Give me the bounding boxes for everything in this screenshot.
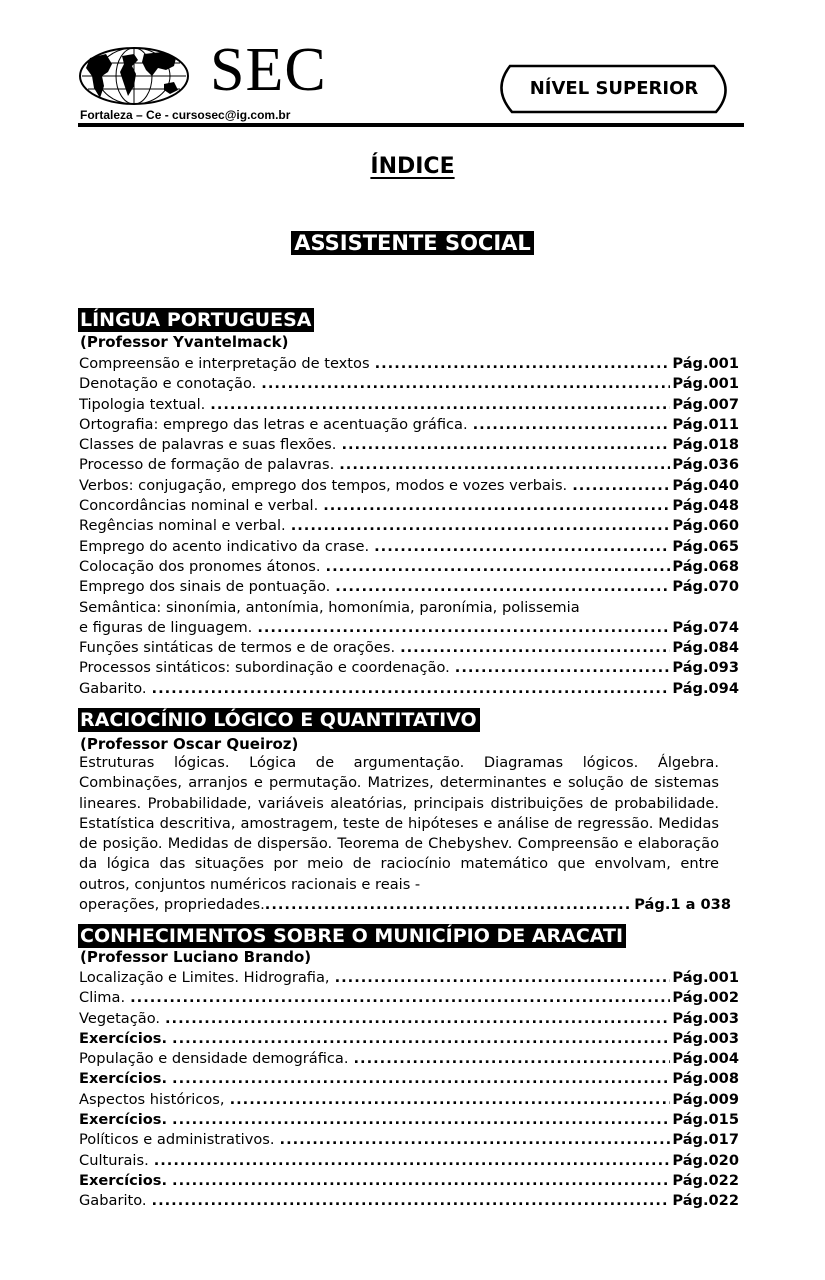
- list-item: [79, 679, 739, 699]
- leader-dots: [335, 968, 671, 988]
- item-label: Emprego do acento indicativo da crase.: [79, 537, 370, 555]
- list-item: [79, 638, 739, 658]
- item-label: Semântica: sinonímia, antonímia, homonímia, paronímia, polissemia: [79, 598, 580, 616]
- list-item: [79, 1069, 739, 1089]
- list-item: [79, 988, 739, 1008]
- course-title: [0, 228, 825, 258]
- item-page: Pág.040: [672, 476, 739, 494]
- toc-list-aracati: [79, 968, 739, 1212]
- item-label: Classes de palavras e suas flexões.: [79, 436, 337, 454]
- leader-dots: [261, 374, 670, 394]
- list-item: [79, 496, 739, 516]
- item-page: Pág.015: [672, 1111, 739, 1129]
- leader-dots: [455, 658, 671, 678]
- item-page: Pág.001: [672, 375, 739, 393]
- list-item: [79, 658, 739, 678]
- leader-dots: [323, 496, 670, 516]
- item-label: Gabarito.: [79, 679, 147, 697]
- item-page: Pág.004: [672, 1050, 739, 1068]
- item-label: e figuras de linguagem.: [79, 618, 253, 636]
- item-label: Exercícios.: [79, 1029, 168, 1047]
- item-page: Pág.036: [672, 456, 739, 474]
- leader-dots: [354, 1049, 671, 1069]
- item-label: Vegetação.: [79, 1009, 161, 1027]
- list-item: [79, 1090, 739, 1110]
- item-page: Pág.009: [672, 1090, 739, 1108]
- leader-dots: [130, 988, 670, 1008]
- item-label: Verbos: conjugação, emprego dos tempos, modos e vozes verbais.: [79, 476, 568, 494]
- professor-aracati: (Professor Luciano Brando): [80, 948, 312, 966]
- item-page: Pág.001: [672, 355, 739, 372]
- leader-dots: [265, 895, 632, 915]
- item-page: Pág.003: [672, 1009, 739, 1027]
- leader-dots: [572, 476, 670, 496]
- leader-dots: [400, 638, 670, 658]
- index-title-text: ÍNDICE: [370, 154, 455, 179]
- leader-dots: [172, 1029, 670, 1049]
- leader-dots: [335, 577, 670, 597]
- item-label: Aspectos históricos,: [79, 1090, 225, 1108]
- item-label: Culturais.: [79, 1151, 149, 1169]
- professor-portuguese: (Professor Yvantelmack): [80, 333, 289, 351]
- leader-dots: [172, 1110, 670, 1130]
- item-page: Pág.1 a 038: [634, 896, 731, 914]
- item-label: Regências nominal e verbal.: [79, 517, 286, 535]
- item-label: Emprego dos sinais de pontuação.: [79, 578, 331, 596]
- list-item: [79, 1110, 739, 1130]
- page-header: [78, 38, 743, 130]
- item-label: Processos sintáticos: subordinação e coordenação.: [79, 659, 450, 677]
- list-item: [79, 354, 739, 374]
- list-item: [79, 1009, 739, 1029]
- item-page: Pág.002: [672, 989, 739, 1007]
- item-page: Pág.093: [672, 659, 739, 677]
- item-page: Pág.022: [672, 1192, 739, 1210]
- leader-dots: [154, 1151, 671, 1171]
- item-label: Clima.: [79, 989, 126, 1007]
- list-item: [79, 968, 739, 988]
- list-item: [79, 455, 739, 475]
- list-item: [79, 598, 739, 618]
- leader-dots: [230, 1090, 671, 1110]
- globe-logo-icon: [78, 46, 190, 106]
- course-title-text: ASSISTENTE SOCIAL: [291, 231, 534, 255]
- logic-description: [79, 753, 731, 915]
- list-item: [79, 577, 739, 597]
- item-label: operações, propriedades.: [79, 896, 265, 914]
- leader-dots: [473, 415, 671, 435]
- list-item: [79, 516, 739, 536]
- level-badge: [490, 60, 738, 118]
- item-page: Pág.003: [672, 1029, 739, 1047]
- item-page: Pág.070: [672, 578, 739, 596]
- item-page: Pág.007: [672, 395, 739, 413]
- list-item: [79, 1171, 739, 1191]
- list-item: [79, 1029, 739, 1049]
- logic-body-text: Estruturas lógicas. Lógica de argumentação. Diagramas lógicos. Álgebra. Combinações, arranjos e permutação. Matrizes, determinantes e solução de sistemas lineares. Probabilidade, variáveis aleatórias, principais distribuições de probabilidade. Estatística descritiva, amostragem, teste de hipóteses e análise de regressão. Medidas de posição. Medidas de dispersão. Teorema de Chebyshev. Compreensão e elaboração da lógica das situações por meio de raciocínio matemático que envolvam, entre outros, conjuntos numéricos racionais e reais -: [79, 754, 719, 893]
- leader-dots: [375, 354, 671, 374]
- item-label: Exercícios.: [79, 1171, 168, 1189]
- professor-logic: (Professor Oscar Queiroz): [80, 735, 299, 753]
- list-item: [79, 476, 739, 496]
- item-page: Pág.060: [672, 517, 739, 535]
- header-divider: [78, 123, 744, 127]
- item-page: Pág.018: [672, 436, 739, 454]
- item-label: Colocação dos pronomes átonos.: [79, 557, 321, 575]
- contact-info: Fortaleza – Ce - cursosec@ig.com.br: [80, 108, 291, 122]
- leader-dots: [152, 679, 671, 699]
- list-item: [79, 374, 739, 394]
- section-heading-aracati: CONHECIMENTOS SOBRE O MUNICÍPIO DE ARACATI: [78, 924, 626, 948]
- list-item: [79, 395, 739, 415]
- item-page: Pág.065: [672, 537, 739, 555]
- item-label: Exercícios.: [79, 1111, 168, 1129]
- item-label: Funções sintáticas de termos e de orações.: [79, 639, 396, 657]
- toc-list-portuguese: [79, 354, 739, 699]
- item-label: Processo de formação de palavras.: [79, 456, 335, 474]
- leader-dots: [339, 455, 670, 475]
- leader-dots: [172, 1171, 670, 1191]
- index-title: [0, 154, 825, 179]
- item-label: Denotação e conotação.: [79, 375, 257, 393]
- item-label: Compreensão e interpretação de textos: [79, 355, 370, 372]
- list-item: [79, 415, 739, 435]
- item-page: Pág.074: [672, 618, 739, 636]
- item-label: Ortografia: emprego das letras e acentuação gráfica.: [79, 415, 468, 433]
- leader-dots: [152, 1191, 671, 1211]
- leader-dots: [172, 1069, 670, 1089]
- item-page: Pág.068: [672, 557, 739, 575]
- item-page: Pág.048: [672, 497, 739, 515]
- item-page: Pág.011: [672, 415, 739, 433]
- list-item: [79, 1191, 739, 1211]
- item-page: Pág.008: [672, 1070, 739, 1088]
- item-page: Pág.084: [672, 639, 739, 657]
- brand-name: SEC: [210, 36, 327, 104]
- section-heading-logic: RACIOCÍNIO LÓGICO E QUANTITATIVO: [78, 708, 480, 732]
- item-page: Pág.020: [672, 1151, 739, 1169]
- list-item: [79, 895, 731, 915]
- leader-dots: [374, 537, 670, 557]
- leader-dots: [341, 435, 670, 455]
- item-label: População e densidade demográfica.: [79, 1050, 349, 1068]
- leader-dots: [291, 516, 671, 536]
- level-label: NÍVEL SUPERIOR: [529, 78, 699, 99]
- leader-dots: [210, 395, 670, 415]
- leader-dots: [280, 1130, 671, 1150]
- item-label: Exercícios.: [79, 1070, 168, 1088]
- leader-dots: [326, 557, 671, 577]
- item-page: Pág.022: [672, 1171, 739, 1189]
- item-page: Pág.094: [672, 679, 739, 697]
- item-label: Localização e Limites. Hidrografia,: [79, 969, 330, 986]
- list-item: [79, 1151, 739, 1171]
- list-item: [79, 537, 739, 557]
- item-page: Pág.017: [672, 1131, 739, 1149]
- section-heading-portuguese: LÍNGUA PORTUGUESA: [78, 308, 314, 332]
- list-item: [79, 1049, 739, 1069]
- list-item: [79, 618, 739, 638]
- item-label: Políticos e administrativos.: [79, 1131, 275, 1149]
- list-item: [79, 1130, 739, 1150]
- item-label: Concordâncias nominal e verbal.: [79, 497, 319, 515]
- leader-dots: [257, 618, 670, 638]
- item-label: Tipologia textual.: [79, 395, 206, 413]
- list-item: [79, 557, 739, 577]
- item-label: Gabarito.: [79, 1192, 147, 1210]
- item-page: Pág.001: [672, 969, 739, 986]
- leader-dots: [165, 1009, 670, 1029]
- list-item: [79, 435, 739, 455]
